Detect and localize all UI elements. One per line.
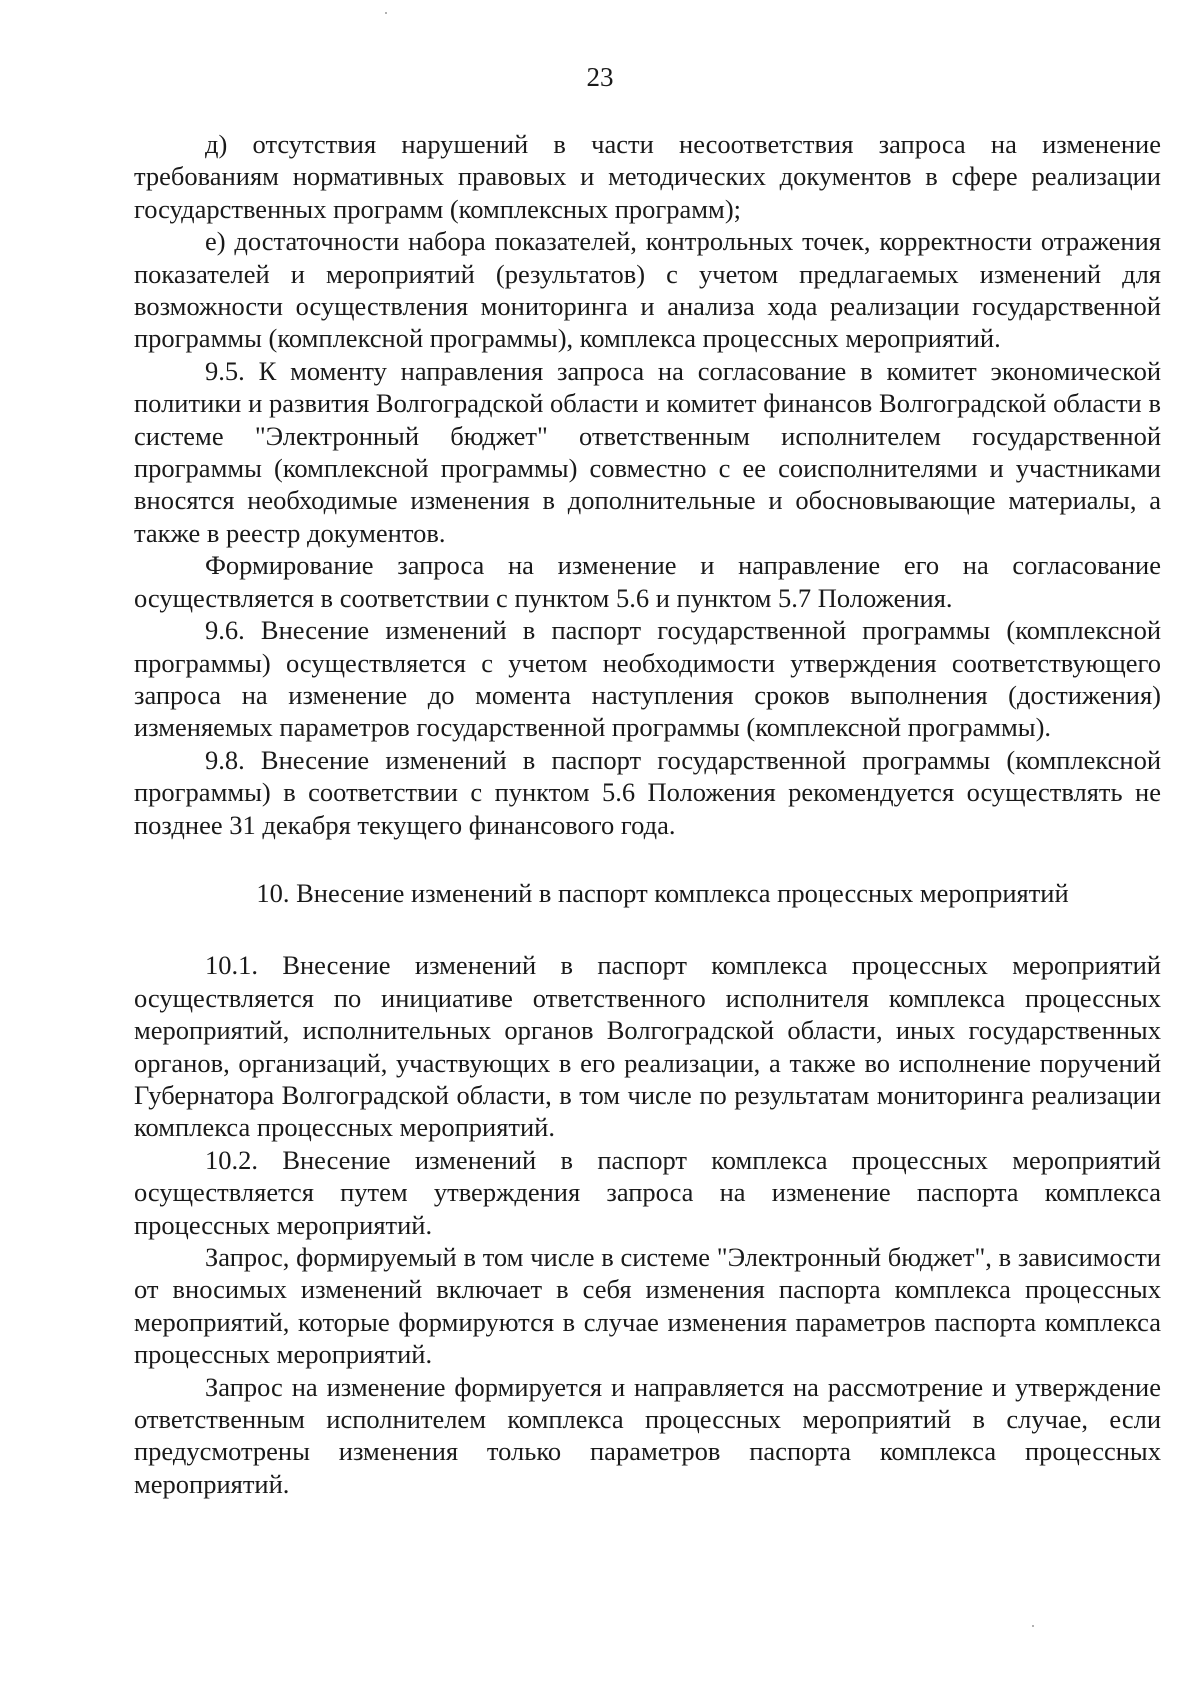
section-heading: 10. Внесение изменений в паспорт комплекса процессных мероприятий [256, 877, 1069, 908]
paragraph-10-1: 10.1. Внесение изменений в паспорт комплекса процессных мероприятий осуществляется по инициативе ответственного исполнителя комплекса процессных мероприятий, исполнительных органов Волгоградской области, иных государственных органов, организаций, участвующих в его реализации, а также во исполнение поручений Губернатора Волгоградской области, в том числе по результатам мониторинга реализации комплекса процессных мероприятий. [134, 950, 1161, 1143]
paragraph-9-6: 9.6. Внесение изменений в паспорт государственной программы (комплексной программы) осуществляется с учетом необходимости утверждения соответствующего запроса на изменение до момента наступления сроков выполнения (достижения) изменяемых параметров государственной программы (комплексной программы). [134, 615, 1161, 743]
page-number: 23 [586, 62, 614, 92]
paragraph-request-content: Запрос, формируемый в том числе в системе "Электронный бюджет", в зависимости от вносимых изменений включает в себя изменения паспорта комплекса процессных мероприятий, которые формируются в случае изменения параметров паспорта комплекса процессных мероприятий. [134, 1242, 1161, 1370]
paragraph-9-8: 9.8. Внесение изменений в паспорт государственной программы (комплексной программы) в соответствии с пунктом 5.6 Положения рекомендуется осуществлять не позднее 31 декабря текущего финансового года. [134, 744, 1161, 840]
paragraph-request-formation: Формирование запроса на изменение и направление его на согласование осуществляется в соответствии с пунктом 5.6 и пунктом 5.7 Положения. [134, 550, 1161, 613]
paragraph-d: д) отсутствия нарушений в части несоответствия запроса на изменение требованиям нормативных правовых и методических документов в сфере реализации государственных программ (комплексных программ); [134, 129, 1161, 224]
paragraph-e: е) достаточности набора показателей, контрольных точек, корректности отражения показателей и мероприятий (результатов) с учетом предлагаемых изменений для возможности осуществления мониторинга и анализа хода реализации государственной программы (комплексной программы), комплекса процессных мероприятий. [134, 226, 1161, 354]
paragraph-9-5: 9.5. К моменту направления запроса на согласование в комитет экономической политики и развития Волгоградской области и комитет финансов Волгоградской области в системе "Электронный бюджет" ответственным исполнителем государственной программы (комплексной программы) совместно с ее соисполнителями и участниками вносятся необходимые изменения в дополнительные и обосновывающие материалы, а также в реестр документов. [134, 355, 1161, 548]
paragraph-request-approval: Запрос на изменение формируется и направляется на рассмотрение и утверждение ответственным исполнителем комплекса процессных мероприятий в случае, если предусмотрены изменения только параметров паспорта комплекса процессных мероприятий. [134, 1371, 1161, 1499]
scan-speck [385, 12, 387, 14]
document-body [134, 128, 1161, 1500]
paragraph-10-2: 10.2. Внесение изменений в паспорт комплекса процессных мероприятий осуществляется путем утверждения запроса на изменение паспорта комплекса процессных мероприятий. [134, 1144, 1161, 1240]
scan-speck [1032, 1625, 1034, 1627]
